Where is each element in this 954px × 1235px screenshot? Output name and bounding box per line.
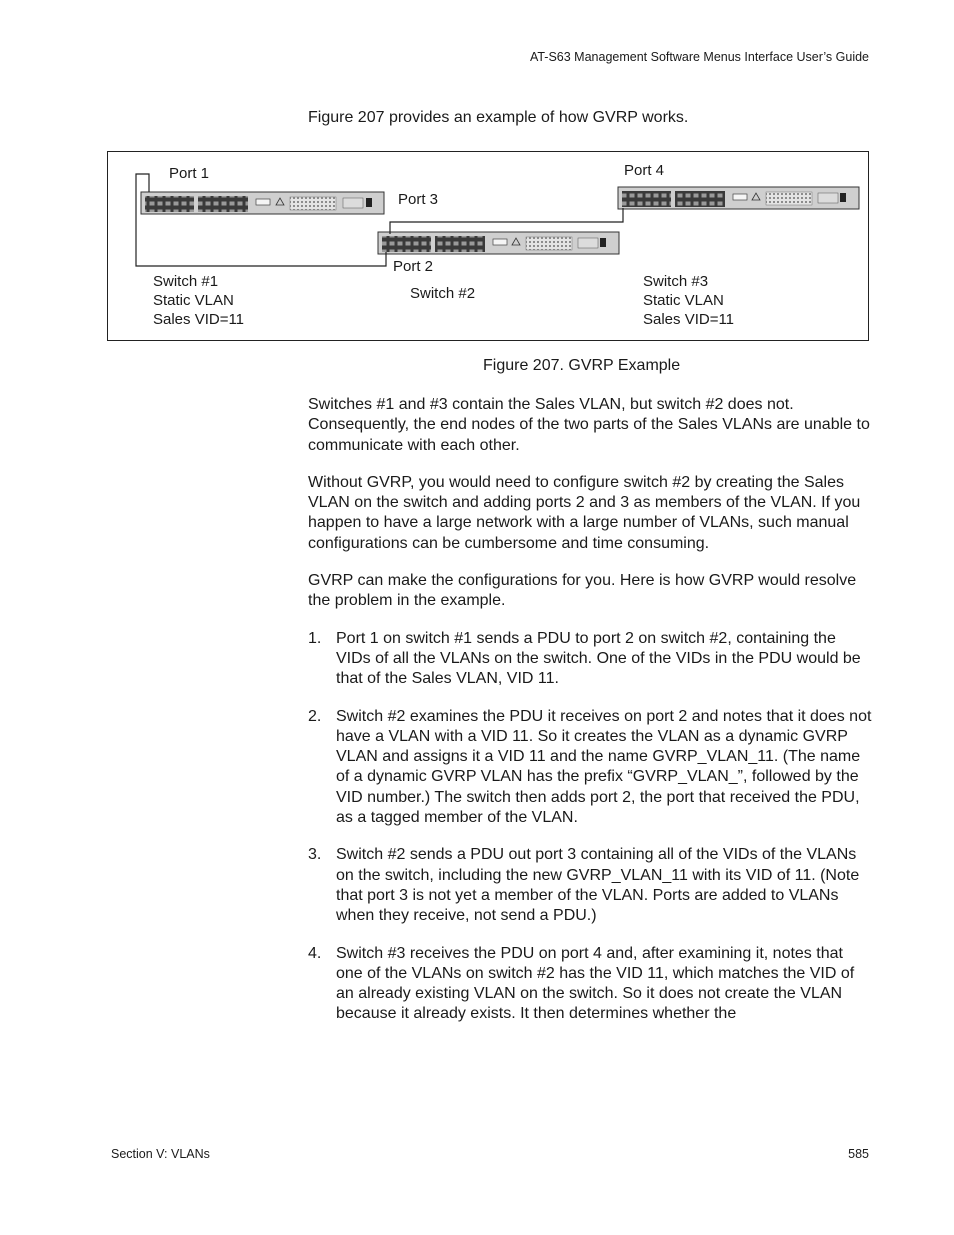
paragraph: GVRP can make the configurations for you. Here is how GVRP would resolve the problem in the example.	[308, 572, 857, 610]
cable-port1-to-port2	[136, 174, 386, 266]
step-number: 4.	[308, 944, 322, 962]
switch-1-label: Switch #1 Static VLAN Sales VID=11	[153, 273, 245, 328]
switch-2-device	[378, 232, 619, 254]
running-header: AT-S63 Management Software Menus Interface User’s Guide	[529, 50, 869, 64]
paragraph: Without GVRP, you would need to configure switch #2 by creating the Sales VLAN on the switch and adding ports 2 and 3 as members of the VLAN. If you happen to have a large network with a large number of VLANs, such manual configurations can be cumbersome and time consuming.	[308, 473, 861, 552]
port-2-label: Port 2	[393, 258, 434, 275]
step-number: 1.	[308, 629, 322, 647]
port-4-label: Port 4	[624, 162, 665, 179]
port-1-label: Port 1	[169, 165, 210, 182]
step-number: 2.	[308, 707, 322, 725]
steps-list	[308, 629, 873, 1025]
step-text: Port 1 on switch #1 sends a PDU to port 2 on switch #2, containing the VIDs of all the VLANs on the switch. One of the VIDs in the PDU would be that of the Sales VLAN, VID 11.	[336, 629, 861, 688]
cable-port3-to-port4	[390, 208, 623, 234]
step-text: Switch #2 examines the PDU it receives on port 2 and notes that it does not have a VLAN with a VID 11. So it creates the VLAN as a dynamic GVRP VLAN and assigns it a VID 11 and the name GVRP_VLAN_11. (The name of a dynamic GVRP VLAN has the prefix “GVRP_VLAN_”, followed by the VID number.) The switch then adds port 2, the port that received the PDU, as a tagged member of the VLAN.	[336, 707, 872, 827]
switch-2-label: Switch #2	[410, 285, 476, 302]
step-number: 3.	[308, 846, 322, 864]
gvrp-figure	[107, 151, 869, 341]
step-text: Switch #2 sends a PDU out port 3 containing all of the VIDs of the VLANs on the switch, including the new GVRP_VLAN_11 with its VID of 11. (Note that port 3 is not yet a member of the VLAN. Ports are added to VLANs when they receive, not send a PDU.)	[336, 846, 860, 925]
step-text: Switch #3 receives the PDU on port 4 and, after examining it, notes that one of the VLANs on switch #2 has the VID 11, which matches the VID of an already existing VLAN on the switch. So it does not create the VLAN because it already exists. It then determines whether the	[336, 944, 855, 1023]
switch-3-label: Switch #3 Static VLAN Sales VID=11	[643, 273, 735, 328]
port-3-label: Port 3	[398, 191, 439, 208]
list-item	[308, 707, 873, 829]
switch-1-device	[141, 192, 384, 214]
page-number: 585	[848, 1147, 869, 1161]
body-text	[308, 395, 873, 1042]
list-item	[308, 944, 873, 1025]
list-item	[308, 845, 873, 926]
list-item	[308, 629, 873, 690]
figure-caption: Figure 207. GVRP Example	[483, 357, 681, 374]
intro-sentence: Figure 207 provides an example of how GVRP works.	[308, 109, 689, 126]
footer-section: Section V: VLANs	[111, 1147, 210, 1161]
paragraph: Switches #1 and #3 contain the Sales VLAN, but switch #2 does not. Consequently, the end nodes of the two parts of the Sales VLANs are unable to communicate with each other.	[308, 396, 870, 454]
switch-3-device	[618, 187, 859, 209]
